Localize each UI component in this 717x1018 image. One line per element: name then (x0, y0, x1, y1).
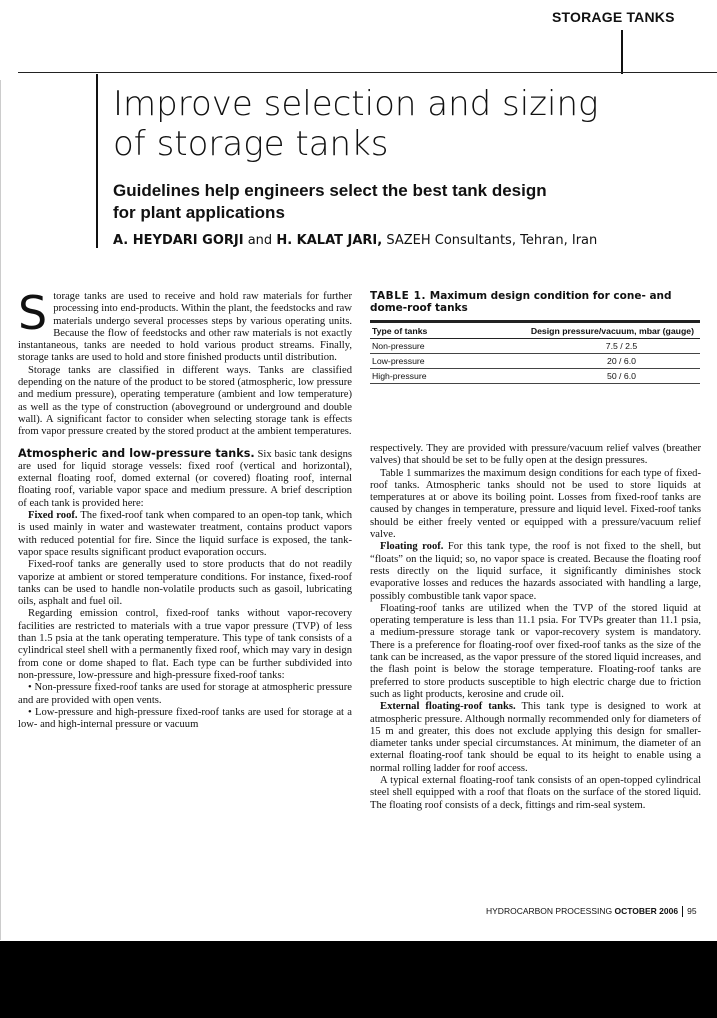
subtitle-line-2: for plant applications (113, 203, 285, 222)
footer-magazine: HYDROCARBON PROCESSING (486, 906, 615, 916)
runin-heading-floating-roof: Floating roof. (380, 541, 444, 553)
table-caption (370, 290, 700, 314)
table-label: TABLE 1. (370, 290, 427, 302)
bullet-item: • Low-pressure and high-pressure fixed-roof tanks are used for storage at a low- and high-internal pressure or vacuum (18, 706, 352, 731)
table-header-cell: Type of tanks (370, 322, 455, 339)
table-cell: 20 / 6.0 (455, 354, 700, 369)
table-header-row (370, 322, 700, 339)
section-heading-atmospheric: Atmospheric and low-pressure tanks. (18, 446, 255, 460)
title-accent-bar (96, 74, 98, 248)
table-row (370, 369, 700, 384)
table-cell: 7.5 / 2.5 (455, 339, 700, 354)
footer-issue: OCTOBER 2006 (614, 906, 679, 916)
table-1 (370, 290, 700, 384)
fixed-roof-text: The fixed-roof tank when compared to an open-top tank, which is used mainly in water and wastewater treatment, contains product vapors with reduced potential for fire. Since the liquid surface is exposed, the tank-vapor space results significant product evaporation occurs. (18, 510, 352, 558)
left-column (18, 286, 352, 731)
runin-heading-external-floating-roof: External floating-roof tanks. (380, 701, 516, 713)
section-text-atmospheric: Six basic tank designs are used for liquid storage vessels: fixed roof (vertical and horizontal), external floating roof, domed external (or covered) floating roof, internal floating roof, variable vapor space and medium pressure. A brief description of each tank is provided here: (18, 448, 352, 509)
table-cell: High-pressure (370, 369, 455, 384)
article-title (113, 84, 598, 164)
external-floating-roof-text: This tank type is designed to work at atmospheric pressure. Although normally recommended only for diameters of 15 m and greater, this does not exclude applying this design for smaller-diameter tanks under special circumstances. At minimum, the diameter of an external floating-roof tank should be equal to its height to enable using a normal rolling ladder for roof access. (370, 701, 701, 774)
right-column (370, 443, 701, 812)
intro-text: torage tanks are used to receive and hold raw materials for further processing into end-products. Within the plant, the feedstocks and raw materials undergo several processes steps by various operating units. Because the flow of feedstocks and other raw materials is not exactly instantaneous, tanks are needed to hold various product streams. Finally, storage tanks are used to hold and store finished products until distribution. (18, 291, 352, 364)
table-cell: Low-pressure (370, 354, 455, 369)
floating-roof-paragraph (370, 541, 701, 602)
intro-paragraph (18, 286, 352, 365)
runin-heading-fixed-roof: Fixed roof. (28, 510, 78, 522)
drop-cap: S (18, 286, 48, 340)
byline (113, 233, 597, 248)
header-horizontal-rule (18, 72, 717, 73)
title-line-1: Improve selection and sizing (113, 84, 599, 124)
byline-and: and (243, 233, 277, 248)
table-row (370, 339, 700, 354)
table-caption-text: Maximum design condition for cone- and dome-roof tanks (370, 290, 672, 314)
floating-roof-text: For this tank type, the roof is not fixed to the shell, but “floats” on the liquid; so, no vapor space is created. Because the floating roof rests directly on the liquid surface, it significantly diminishes stock evaporative losses and reduces the hazards associated with handling a large, possibly combustible tank vapor space. (370, 541, 701, 602)
body-paragraph: Table 1 summarizes the maximum design conditions for each type of fixed-roof tanks. Atmospheric tanks should not be used to store liquids at temperatures at or above its boiling point. Losses from fixed-roof tanks are caused by changes in temperature, pressure and liquid level. Fixed-roof tanks should be either freely vented or equipped with a pressure/vacuum relief valve. (370, 467, 701, 541)
footer-separator (682, 906, 683, 917)
affiliation: SAZEH Consultants, Tehran, Iran (382, 233, 598, 248)
body-paragraph: Regarding emission control, fixed-roof tanks without vapor-recovery facilities are restricted to materials with a true vapor pressure (TVP) of less than 1.5 psia at the tank operating temperature. This type of tank consists of a cylindrical steel shell with a permanently fixed roof, which may vary in design from cone or dome shaped to flat. Each type can be further subdivided into non-pressure, low-pressure and high-pressure fixed-roof tanks: (18, 608, 352, 681)
page-edge-shadow (0, 80, 1, 940)
body-paragraph: A typical external floating-roof tank consists of an open-topped cylindrical steel shell equipped with a roof that floats on the surface of the stored liquid. The floating roof consists of a deck, fittings and rim-seal system. (370, 775, 701, 811)
page-footer (486, 906, 697, 917)
header-vertical-rule (621, 30, 623, 74)
body-paragraph: Floating-roof tanks are utilized when the TVP of the stored liquid at operating temperature is less than 11.1 psia. For TVPs greater than 11.1 psia, a medium-pressure storage tank or vapor-recovery system is mandatory. There is a preference for floating-roof over fixed-roof tanks as the size of the tank can be increased, as the vapor pressure of the stored liquid increases, and the flash point is below the storage temperature. Floating-roof tanks are preferred to store products susceptible to high electric charge due to friction such as light products, kerosine and crude oil. (370, 602, 701, 700)
footer-page-number: 95 (687, 906, 697, 916)
body-paragraph: respectively. They are provided with pressure/vacuum relief valves (breather valves) that should be set to be fully open at the design pressures. (370, 443, 701, 467)
article-subtitle (113, 180, 547, 224)
table-header-cell: Design pressure/vacuum, mbar (gauge) (455, 322, 700, 339)
scan-border-band (0, 941, 717, 1018)
title-line-2: of storage tanks (113, 124, 389, 164)
external-floating-roof-paragraph (370, 701, 701, 775)
table-cell: Non-pressure (370, 339, 455, 354)
table-row (370, 354, 700, 369)
table-cell: 50 / 6.0 (455, 369, 700, 384)
author-2: H. KALAT JARI, (276, 233, 383, 248)
author-1: A. HEYDARI GORJI (113, 233, 244, 248)
subtitle-line-1: Guidelines help engineers select the best tank design (113, 181, 547, 200)
bullet-item: • Non-pressure fixed-roof tanks are used for storage at atmospheric pressure and are provided with open vents. (18, 682, 352, 706)
fixed-roof-paragraph (18, 510, 352, 559)
design-condition-table (370, 320, 700, 384)
body-paragraph: Fixed-roof tanks are generally used to store products that do not readily vaporize at ambient or stored temperature conditions. For instance, fixed-roof tanks can be used to handle non-volatile products such as gasoil, lubricating oils, asphalt and fuel oil. (18, 559, 352, 608)
section-header: STORAGE TANKS (552, 9, 675, 25)
body-paragraph: Storage tanks are classified in different ways. Tanks are classified depending on the nature of the product to be stored (atmospheric, low pressure and medium pressure), operating temperature (ambient and low temperature) as well as the type of construction (aboveground or underground and double wall). A significant factor to consider when selecting storage tank is effects from vapor pressure created by the stored product at the ambient temperatures. (18, 364, 352, 438)
